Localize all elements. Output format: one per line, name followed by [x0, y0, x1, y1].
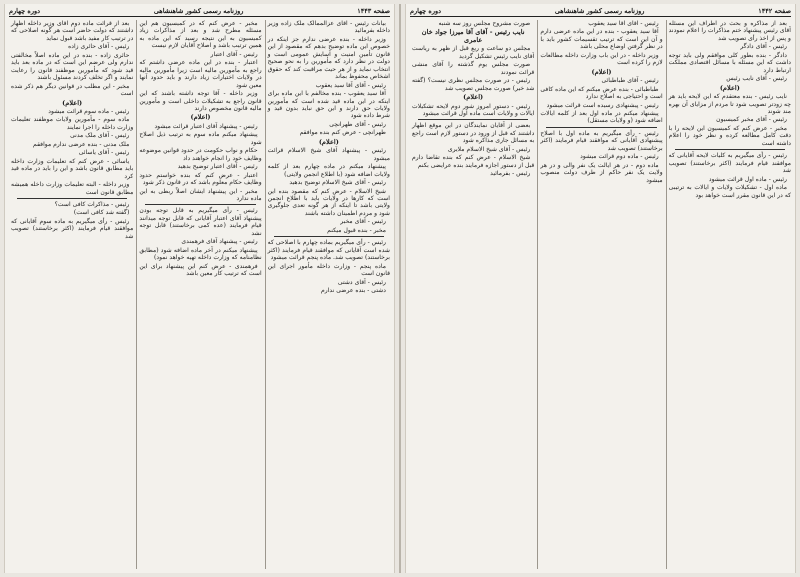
text-column: [537, 20, 662, 569]
paragraph: رئیس - آقای اعتبار توضیح بدهید: [177, 163, 258, 171]
section-heading: (اعلام): [190, 113, 211, 122]
section-heading: (اعلام): [463, 93, 484, 102]
paragraph: اعتبار - بنده در این ماده عرضی داشتم که راجع به مأمورین مالیه است زیرا مأمورین مالیه در ولایات اختیارات زیاد دارند و باید حدود آنها معین شود: [139, 59, 262, 89]
paragraph: رئیس - آقای شیخ الاسلام ملایری: [447, 145, 531, 153]
paragraph: بعضی از آقایان نمایندگان در این موقع اظهار داشتند که قبل از ورود در دستور لازم است راجع به مسائل جاری مذاکره شود: [412, 122, 535, 145]
paragraph: رئیس - پیشنهاد آقای اعتبار قرائت میشود: [154, 122, 258, 130]
paragraph: رئیس - آقای مخبر کمیسیون: [716, 116, 787, 124]
paragraph: رئیس - آقای نایب رئیس: [726, 75, 787, 83]
section-heading: نایب رئیس - آقای آقا میرزا جواد خان عامری: [421, 28, 525, 44]
paragraph: رئیس - رأی میگیریم به ماده سوم آقایانی که موافقند قیام فرمایند (اکثر برخاستند) تصویب شد: [11, 217, 134, 240]
running-head-page: صفحه ۱۴۴۲: [758, 7, 791, 15]
paragraph: شیخ الاسلام - عرض کنم که بنده تقاضا دارم قبل از دستور اجازه فرمایند بنده عرایضی بکنم: [412, 154, 535, 169]
paragraph: رئیس - آقای اعتبار: [210, 50, 258, 58]
paragraph: رئیس - پیشنهاد آقای فرهمندی: [181, 238, 258, 246]
paragraph: مخبر - این مطلب در قوانین دیگر هم ذکر شده است: [11, 82, 134, 98]
paragraph: رئیس - آقای یاسائی: [78, 149, 130, 157]
column-divider-rule: [17, 198, 127, 199]
paragraph: وزیر داخله - بنده عرضی ندارم جز اینکه در خصوص این ماده توضیح بدهم که مقصود از این قانون تأمین امنیت و آسایش عمومی است و دولت در نظر دارد که مأمورین را به نحو صحیح انتخاب نماید و از هر حیث مراقبت کند که حقوق اشخاص محفوظ بماند: [267, 35, 390, 81]
paragraph: (گفته شد کافی است): [73, 209, 130, 217]
page-left: [4, 4, 395, 573]
paragraph: پیشنهاد میکنم ماده سوم به ترتیب ذیل اصلاح شود: [139, 131, 262, 146]
paragraph: طهرانچی - عرض کنم بنده موافقم: [299, 129, 386, 137]
paragraph: وزیر داخله - البته تعلیمات وزارت داخله همیشه مطابق قانون است: [11, 181, 134, 196]
column-divider-rule: [145, 204, 255, 205]
running-head: [410, 6, 791, 17]
paragraph: ماده دوم - در هر ایالت یک نفر والی و در هر ولایت یک نفر حاکم از طرف دولت منصوب میشود: [540, 161, 663, 184]
text-column: [265, 20, 390, 569]
text-column: [410, 20, 534, 569]
paragraph: مخبر - عرض کنم که در کمیسیون هم این مسئله مطرح شد و بعد از مذاکرات زیاد کمیسیون به این نتیجه رسید که این ماده به همین ترتیب باشد و اصلاح آقایان لازم نیست: [139, 20, 262, 50]
paragraph: رئیس - آقای طباطبائی: [601, 77, 659, 85]
paragraph: وزیر داخله - در این باب وزارت داخله مطالعات لازم را کرده است: [540, 51, 663, 67]
paragraph: رئیس - دستور امروز شور دوم لایحه تشکیلات ایالات و ولایات است ماده اول قرائت میشود: [412, 102, 535, 117]
paragraph: آقا سید یعقوب - بنده در این ماده عرضی دارم و آن این است که ترتیب تقسیمات کشور باید با در نظر گرفتن اوضاع محلی باشد: [540, 28, 663, 51]
paragraph: رئیس - آقای آقا سید یعقوب: [588, 20, 659, 27]
paragraph: رئیس - آقای ملک مدنی: [70, 132, 130, 140]
paragraph: ماده پنجم - وزارت داخله مأمور اجرای این قانون است: [267, 262, 390, 278]
paragraph: رئیس - رأی میگیریم به کلیات لایحه آقایانی که موافقند قیام فرمایند (اکثر برخاستند) تصویب شد: [668, 152, 791, 175]
paragraph: حکام و نواب حکومت در حدود قوانین موضوعه وظایف خود را انجام خواهند داد: [139, 147, 262, 162]
paragraph: وزیر داخله - آقا توجه داشته باشند که این قانون راجع به تشکیلات داخلی است و مأمورین مالیه قانون مخصوص دارند: [139, 90, 262, 112]
paragraph: رئیس - مذاکرات کافی است؟: [54, 200, 130, 208]
running-head-title: روزنامه رسمی کشور شاهنشاهی: [153, 7, 244, 15]
column-divider-rule: [675, 149, 785, 150]
paragraph: مجلس دو ساعت و ربع قبل از ظهر به ریاست آقای نایب رئیس تشکیل گردید: [412, 45, 535, 60]
section-heading: (اعلام): [719, 83, 740, 92]
section-heading: (اعلام): [591, 67, 612, 76]
paragraph: بیانات رئیس - آقای عزالممالک ملک زاده وزیر داخله بفرمائید: [267, 20, 390, 35]
paragraph: رئیس - در صورت مجلس نظری نیست؟ (گفته شد خیر) صورت مجلس تصویب شد: [412, 77, 535, 92]
paragraph: شیخ الاسلام - عرض کنم که مقصود بنده این است که کارها در ولایات باید با اطلاع انجمن ولایتی باشد تا اینکه از هر گونه تعدی جلوگیری شود و مردم اطمینان داشته باشند: [267, 187, 390, 217]
paragraph: بعد از مذاکره و بحث در اطراف این مسئله آقای رئیس پیشنهاد ختم مذاکرات را اعلام نمودند و پس از اخذ رأی تصویب شد: [668, 20, 791, 42]
paragraph: پیشنهاد میکنم در ماده چهارم بعد از کلمه ولایات اضافه شود (با اطلاع انجمن ولایتی): [267, 163, 390, 178]
paragraph: رئیس - رأی میگیریم بماده چهارم با اصلاحی که شده است آقایانی که موافقند قیام فرمایند (اکثر برخاستند) تصویب شد. ماده پنجم قرائت میشود: [267, 239, 390, 262]
column-divider-rule: [546, 127, 656, 128]
paragraph: ماده سوم - مأمورین ولایات موظفند تعلیمات وزارت داخله را اجرا نمایند: [11, 116, 134, 131]
column-group: [9, 17, 390, 569]
paragraph: اعتبار - عرض کنم که بنده خواستم حدود وظایف حکام معلوم باشد که در قانون ذکر شود: [139, 171, 262, 187]
paragraph: رئیس - ماده دوم قرائت میشود: [580, 153, 659, 161]
paragraph: رئیس - رأی میگیریم به ماده اول با اصلاح پیشنهادی آقایانی که موافقند قیام فرمایند (اکثر برخاستند) تصویب شد: [540, 129, 663, 152]
page-right: [405, 4, 796, 573]
paragraph: یاسائی - عرض کنم که تعلیمات وزارت داخله باید مطابق قانون باشد و این را باید در ماده قید کرد: [11, 157, 134, 180]
paragraph: صورت مجلس یوم گذشته را آقای منشی قرائت نمودند: [412, 61, 535, 76]
spine-gutter: [399, 4, 401, 573]
paragraph: نایب رئیس - بنده معتقدم که این لایحه باید هر چه زودتر تصویب شود تا مردم از مزایای آن بهره مند شوند: [668, 93, 791, 115]
paragraph: رئیس - آقای دشتی: [337, 278, 386, 286]
paragraph: رئیس - بفرمائید: [490, 170, 531, 178]
paragraph: رئیس - آقای حائری زاده: [68, 43, 130, 51]
column-divider-rule: [418, 119, 528, 120]
paragraph: رئیس - پیشنهاد آقای شیخ الاسلام قرائت میشود: [267, 147, 390, 162]
paragraph: رئیس - پیشنهادی رسیده است قرائت میشود: [546, 101, 659, 109]
running-head-title: روزنامه رسمی کشور شاهنشاهی: [554, 7, 645, 15]
paragraph: رئیس - آقای مخبر: [340, 218, 386, 226]
paragraph: مخبر - این پیشنهاد ایشان اصلاً ربطی به این ماده ندارد: [139, 187, 262, 202]
paragraph: مخبر - عرض کنم که کمیسیون این لایحه را با دقت کامل مطالعه کرده و نظر خود را اعلام داشته است: [668, 124, 791, 147]
paragraph: بعد از قرائت ماده دوم آقای وزیر داخله اظهار داشتند که دولت حاضر است هر گونه اصلاحی که در ترتیب کار مفید باشد قبول نماید: [11, 20, 134, 42]
running-head-date: دوره چهارم: [9, 7, 41, 15]
paragraph: دشتی - بنده عرضی ندارم: [320, 286, 386, 294]
paragraph: رئیس - آقای شیخ الاسلام توضیح بدهید: [289, 179, 386, 187]
section-heading: (اعلام): [62, 98, 83, 107]
text-column: [9, 20, 133, 569]
paragraph: پیشنهاد میکنم در ماده اول بعد از کلمه ایالات اضافه شود (و ولایات مستقل): [540, 109, 663, 125]
paragraph: رئیس - آقای دادگر: [740, 43, 787, 51]
paragraph: رئیس - ماده سوم قرائت میشود: [48, 107, 130, 115]
paragraph: ملک مدنی - بنده عرضی ندارم موافقم: [33, 140, 130, 148]
running-head: [9, 6, 390, 17]
column-divider-rule: [274, 236, 384, 237]
paragraph: صورت مشروح مجلس روز سه شنبه: [438, 20, 531, 27]
running-head-date: دوره چهارم: [410, 7, 442, 15]
paragraph: دادگر - بنده بطور کلی موافقم ولی باید توجه داشت که این مسئله با مسائل اقتصادی مملکت ارتباط دارد: [668, 51, 791, 74]
text-column: [136, 20, 261, 569]
paragraph: فرهمندی - عرض کنم این پیشنهاد برای این است که ترتیب کار معین باشد: [139, 262, 262, 278]
paragraph: ماده اول - تشکیلات ولایات و ایالات به ترتیبی که در این قانون مقرر است خواهد بود: [668, 184, 791, 199]
paragraph: آقا سید یعقوب - بنده مخالفم با این ماده برای اینکه در این ماده قید شده است که مأمورین ولایات حق دارند و این حق نباید بدون قید و شرط داده شود: [267, 90, 390, 120]
paragraph: رئیس - آقای آقا سید یعقوب: [315, 81, 386, 89]
paragraph: رئیس - رأی میگیریم به قابل توجه بودن پیشنهاد آقای اعتبار آقایانی که قابل توجه میدانند قیام فرمایند (عده کمی برخاستند) قابل توجه نشد: [139, 207, 262, 237]
paragraph: حائری زاده - بنده در این ماده اصلاً مخالفتی ندارم ولی عرضم این است که در ماده بعد باید قید شود که مأمورین موظفند قانون را رعایت نمایند و اگر تخلف کردند مسئول باشند: [11, 51, 134, 82]
column-group: [410, 17, 791, 569]
running-head-page: صفحه ۱۴۴۳: [357, 7, 390, 15]
paragraph: مخبر - بنده قبول میکنم: [327, 226, 386, 234]
text-column: [666, 20, 791, 569]
paragraph: طباطبائی - بنده عرض میکنم که این ماده کافی است و احتیاجی به اصلاح ندارد: [540, 85, 663, 101]
paragraph: پیشنهاد میکنم در آخر ماده اضافه شود (مطابق نظامنامه که وزارت داخله تهیه خواهد نمود): [139, 246, 262, 262]
paragraph: رئیس - آقای طهرانچی: [329, 120, 386, 128]
paragraph: رئیس - ماده اول قرائت میشود: [708, 175, 787, 183]
section-heading: (اعلام): [318, 137, 339, 146]
